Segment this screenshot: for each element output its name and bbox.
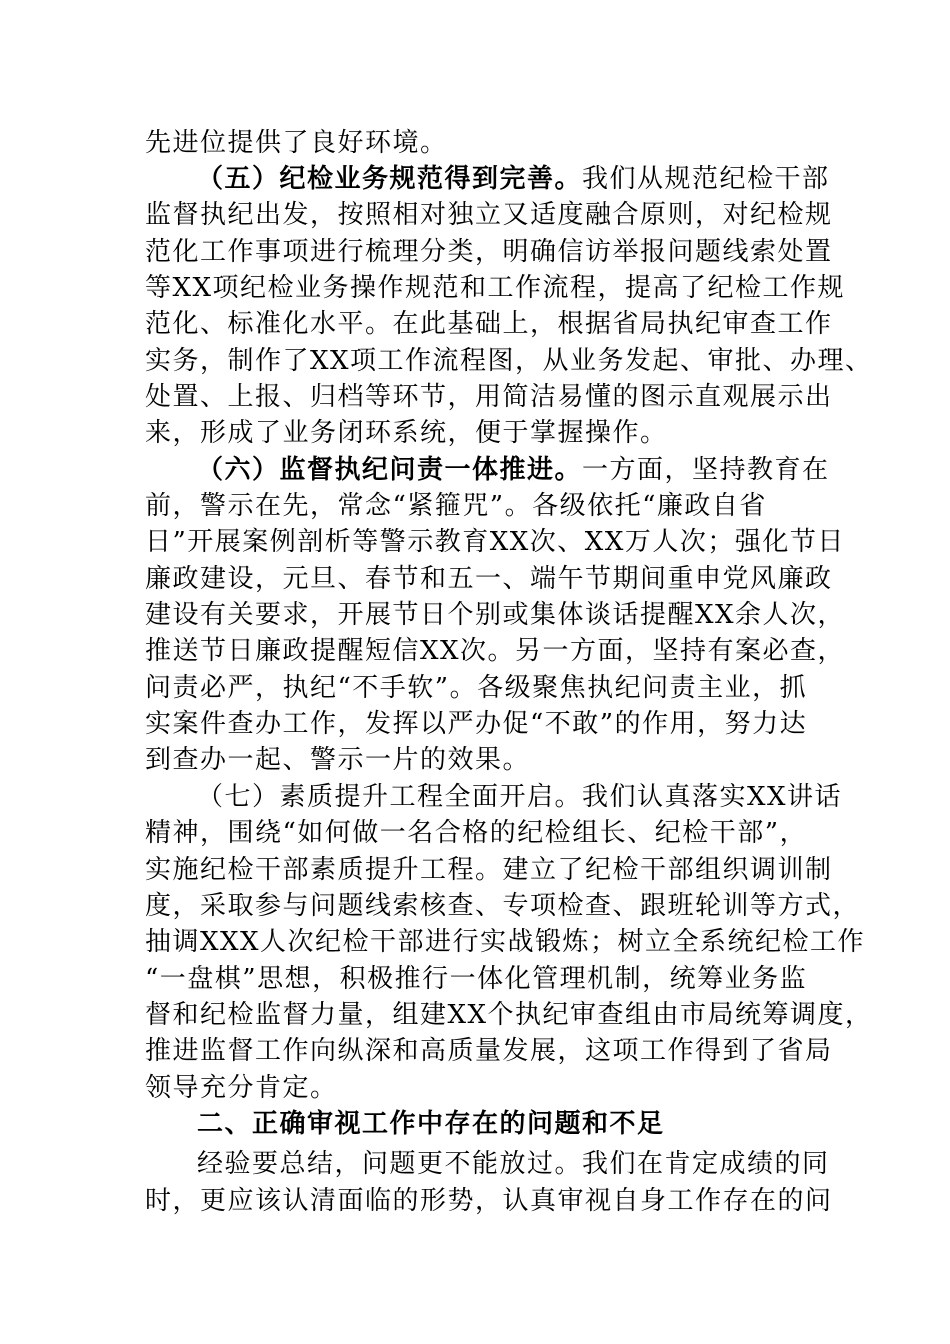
paragraph-line: 督和纪检监督力量，组建XX个执纪审查组由市局统筹调度， [145,1000,873,1030]
paragraph-line: 范化工作事项进行梳理分类，明确信访举报问题线索处置 [145,237,833,267]
paragraph-line: 到查办一起、警示一片的效果。 [145,745,531,775]
paragraph-line: 来，形成了业务闭环系统，便于掌握操作。 [145,418,668,448]
paragraph-line: 问责必严，执纪“不手软”。各级聚焦执纪问责主业，抓 [145,673,808,703]
paragraph-lead: （六）监督执纪问责一体推进。 [197,455,583,485]
paragraph-first-line: 经验要总结，问题更不能放过。我们在肯定成绩的同 [197,1149,830,1179]
paragraph-line: 时，更应该认清面临的形势，认真审视自身工作存在的问 [145,1186,833,1216]
paragraph-line: 处置、上报、归档等环节，用简洁易懂的图示直观展示出 [145,382,833,412]
section-heading: 二、正确审视工作中存在的问题和不足 [197,1109,665,1139]
paragraph-line: 实务，制作了XX项工作流程图，从业务发起、审批、办理、 [145,346,873,376]
paragraph-line: 建设有关要求，开展节日个别或集体谈话提醒XX余人次， [145,600,846,630]
paragraph-line: 前，警示在先，常念“紧箍咒”。各级依托“廉政自省 [145,491,767,521]
paragraph-line: 等XX项纪检业务操作规范和工作流程，提高了纪检工作规 [145,273,846,303]
paragraph-line: 先进位提供了良好环境。 [145,128,448,158]
paragraph-line: 日”开展案例剖析等警示教育XX次、XX万人次；强化节日 [145,527,845,557]
paragraph-first-line [197,779,897,815]
paragraph-text: 我们认真落实XX讲话 [582,782,843,812]
paragraph-lead: （七）素质提升工程全面开启。 [197,782,583,812]
paragraph-line: 实施纪检干部素质提升工程。建立了纪检干部组织调训制 [145,855,833,885]
paragraph-line: 推送节日廉政提醒短信XX次。另一方面，坚持有案必查， [145,636,846,666]
paragraph-first-line [197,161,897,197]
paragraph-line: 精神，围绕“如何做一名合格的纪检组长、纪检干部”， [145,818,808,848]
paragraph-line: 实案件查办工作，发挥以严办促“不敢”的作用，努力达 [145,709,808,739]
paragraph-line: “一盘棋”思想，积极推行一体化管理机制，统筹业务监 [145,964,808,994]
paragraph-first-line [197,452,897,488]
paragraph-line: 抽调XXX人次纪检干部进行实战锻炼；树立全系统纪检工作 [145,927,866,957]
paragraph-line: 领导充分肯定。 [145,1073,338,1103]
paragraph-line: 推进监督工作向纵深和高质量发展，这项工作得到了省局 [145,1036,833,1066]
paragraph-lead: （五）纪检业务规范得到完善。 [197,164,583,194]
paragraph-line: 监督执纪出发，按照相对独立又适度融合原则，对纪检规 [145,200,833,230]
paragraph-line: 范化、标准化水平。在此基础上，根据省局执纪审查工作 [145,309,833,339]
paragraph-line: 度，采取参与问题线索核查、专项检查、跟班轮训等方式， [145,891,861,921]
paragraph-text: 一方面，坚持教育在 [582,455,830,485]
paragraph-text: 我们从规范纪检干部 [582,164,830,194]
paragraph-line: 廉政建设，元旦、春节和五一、端午节期间重申党风廉政 [145,564,833,594]
